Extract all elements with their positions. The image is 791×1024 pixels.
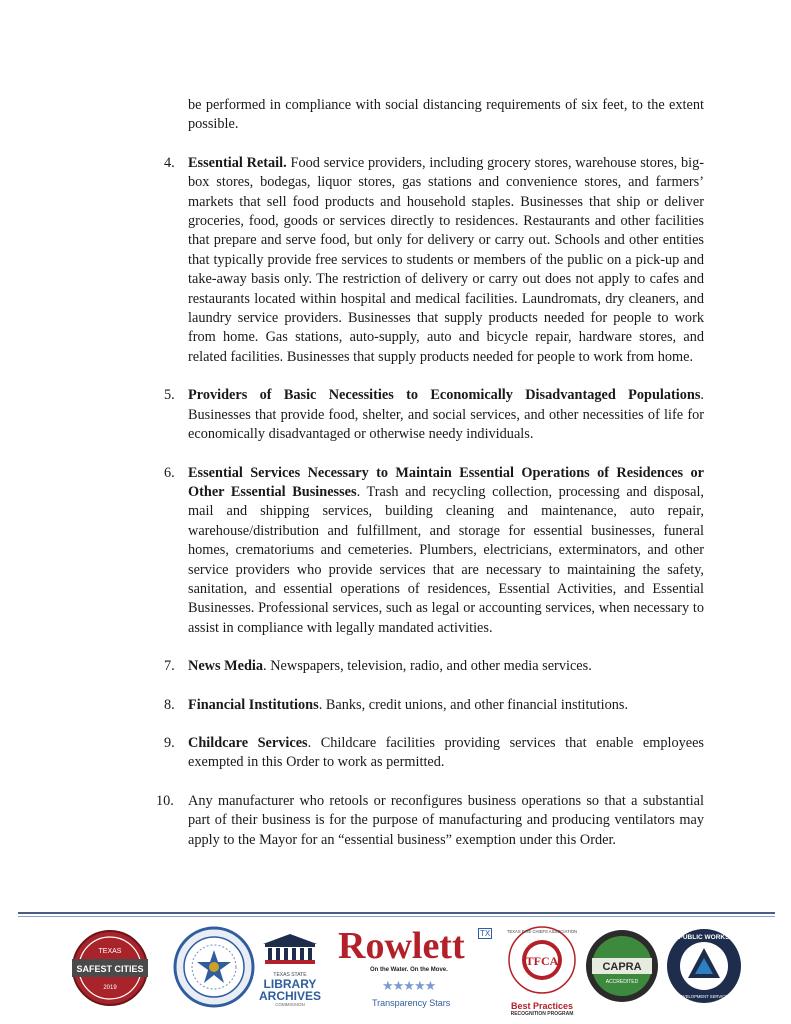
footer-logos <box>0 920 791 1020</box>
footer-rule-top <box>18 912 775 914</box>
item-heading: News Media <box>188 658 264 675</box>
public-works-logo <box>664 926 744 1006</box>
item-number: 9. <box>164 734 175 751</box>
fire-chiefs-logo <box>502 924 582 1020</box>
rowlett-wordmark: Rowlett <box>338 925 465 967</box>
continuation-paragraph: be performed in compliance with social distancing requirements of six feet, to the extent possible. <box>188 97 704 133</box>
rowlett-tx-badge: TX <box>480 929 491 938</box>
fire-chiefs-badge-icon <box>502 924 582 996</box>
item-number: 4. <box>164 154 175 171</box>
capra-name-text: CAPRA <box>602 961 642 973</box>
list-item <box>164 696 704 715</box>
public-works-sub-text: DEVELOPMENT SERVICES <box>677 994 731 999</box>
library-line1-text: LIBRARY <box>263 977 317 991</box>
essential-business-list <box>156 154 704 850</box>
item-text: . Banks, credit unions, and other financial institutions. <box>318 696 629 713</box>
library-sub-text: COMMISSION <box>275 1002 305 1007</box>
capra-logo <box>584 928 660 1004</box>
recognition-program-text: RECOGNITION PROGRAM <box>510 1011 574 1017</box>
library-line2-text: ARCHIVES <box>258 989 321 1003</box>
list-item <box>156 792 704 850</box>
public-works-arc-text: PUBLIC WORKS <box>678 934 730 941</box>
library-archives-logo <box>255 932 325 1012</box>
item-heading: Financial Institutions <box>188 696 319 713</box>
item-text: Food service providers, including grocery stores, warehouse stores, big-box stores, bodegas, liquor stores, gas stations and convenience stores, and farmers’ markets that sell food products and household staples. Businesses that ship or deliver groceries, food, goods or services directly to residences. Restaurants and other facilities that prepare and serve food, but only for delivery or carry out. Schools and other entities that typically provide free services to students or members of the public on a pick-up and take-away basis only. The restriction of delivery or carry out does not apply to cafes and restaurants located within hospital and medical facilities. Laundromats, dry cleaners, and laundry service providers. Businesses that supply products needed for people to work from home. Gas stations, auto-supply, auto and bicycle repair, hardware stores, and related facilities. Businesses that supply products needed for people to work from home. <box>188 154 704 365</box>
list-item <box>164 734 704 773</box>
item-heading: Providers of Basic Necessities to Economically Disadvantaged Populations <box>188 387 701 404</box>
safest-cities-logo <box>70 928 150 1008</box>
safest-cities-year-text: 2019 <box>103 985 117 991</box>
list-item <box>164 464 704 639</box>
item-number: 7. <box>164 658 175 675</box>
library-state-text: TEXAS STATE <box>273 972 307 978</box>
item-number: 8. <box>164 696 175 713</box>
library-building-icon <box>255 932 325 966</box>
item-heading: Childcare Services <box>188 734 308 751</box>
list-item <box>164 386 704 444</box>
document-body <box>156 96 704 850</box>
fire-chiefs-arc-text: TEXAS FIRE CHIEFS ASSOCIATION <box>506 929 578 934</box>
safest-cities-main-text: SAFEST CITIES <box>76 964 144 974</box>
item-heading: Essential Services Necessary to Maintain Essential Operations of Residences or Other Essential Businesses <box>188 464 704 500</box>
footer-rule-bottom <box>18 916 775 917</box>
police-seal-icon <box>173 926 255 1008</box>
item-text: . Childcare facilities providing services that enable employees exempted in this Order to work as permitted. <box>188 734 704 771</box>
item-number: 5. <box>164 387 175 404</box>
transparency-stars-label: Transparency Stars <box>372 998 451 1008</box>
rowlett-tagline: On the Water. On the Move. <box>370 967 448 973</box>
list-item <box>164 154 704 367</box>
item-text: . Newspapers, television, radio, and other media services. <box>263 658 592 675</box>
item-text: Any manufacturer who retools or reconfigures business operations so that a substantial part of their business is for the purpose of manufacturing and producing ventilators may apply to the Mayor for an “essential business” exemption under this Order. <box>188 792 704 848</box>
item-text: . Trash and recycling collection, processing and disposal, mail and shipping services, building cleaning and maintenance, auto repair, warehouse/distribution and fulfillment, and storage for essential businesses, funeral homes, crematoriums and cemeteries. Plumbers, electricians, exterminators, and other service providers who provide services that are necessary to maintaining the safety, sanitation, and essential operations of residences, Essential Activities, and Essential Businesses. Professional services, such as legal or accounting services, when necessary to assist in compliance with legally mandated activities. <box>188 483 704 636</box>
item-heading: Essential Retail. <box>188 154 287 171</box>
safest-cities-top-text: TEXAS <box>98 948 122 955</box>
rowlett-logo <box>338 926 498 1018</box>
fire-chiefs-monogram: TFCA <box>525 954 559 968</box>
item-number: 10. <box>156 792 174 809</box>
transparency-stars-icon: ★★★★★ <box>382 978 436 993</box>
list-item <box>164 657 704 676</box>
best-practices-text: Best Practices <box>510 1001 574 1011</box>
item-text: . Businesses that provide food, shelter, and social services, and other necessities of life for economically disadvantaged or otherwise needy individuals. <box>188 387 704 443</box>
capra-sub-text: ACCREDITED <box>605 979 639 985</box>
item-number: 6. <box>164 464 175 481</box>
